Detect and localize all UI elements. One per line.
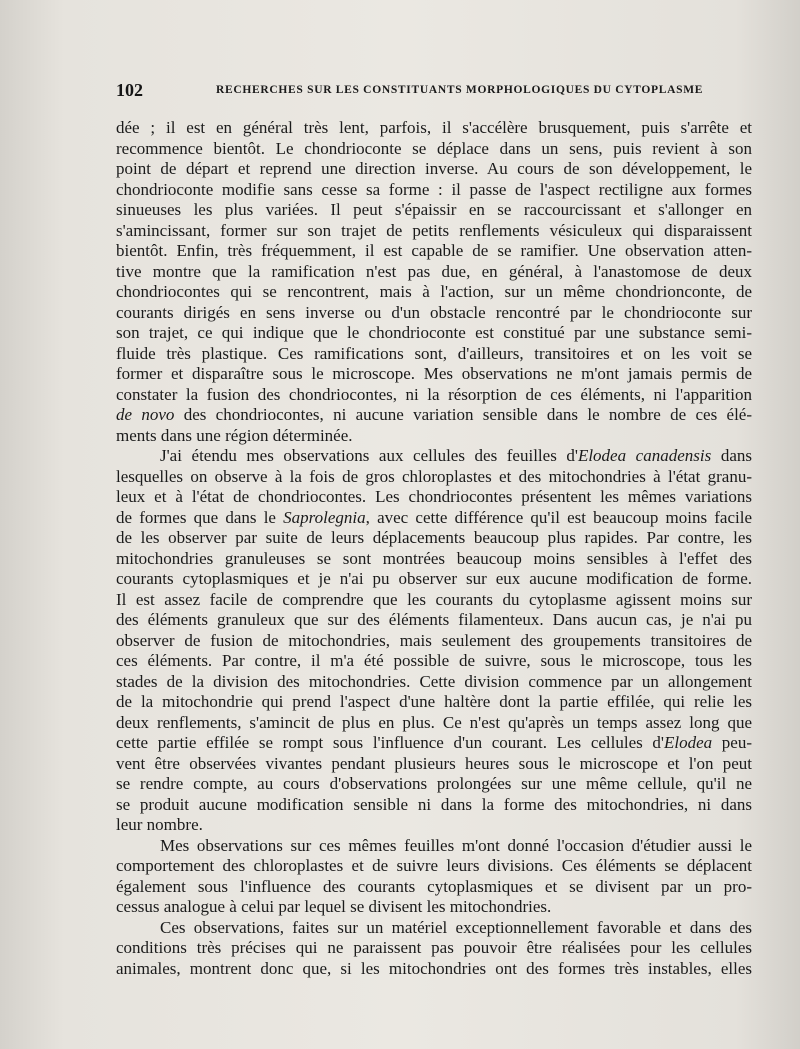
paragraph (116, 836, 752, 918)
italic-term: Saprolegnia (283, 507, 366, 527)
text-line: se rendre compte, au cours d'observations prolongées sur une même cellule, qu'il ne (116, 774, 752, 793)
text-line: leux et à l'état de chondriocontes. Les chondriocontes présentent les mêmes variations (116, 487, 752, 506)
text-line: cette partie effilée se rompt sous l'influence d'un courant. Les cellules d'Elodea peu- (116, 733, 752, 752)
paragraph (116, 918, 752, 980)
text-line: Il est assez facile de comprendre que les courants du cytoplasme agissent moins sur (116, 589, 752, 609)
text-line: également sous l'influence des courants cytoplasmiques et se divisent par un pro- (116, 876, 752, 896)
text-line: leur nombre. (116, 815, 203, 834)
text-line: fluide très plastique. Ces ramifications sont, d'ailleurs, transitoires et on les voit se (116, 343, 752, 363)
text-line: bientôt. Enfin, très fréquemment, il est capable de se ramifier. Une observation atten- (116, 241, 752, 260)
text-line: chondrioconte modifie sans cesse sa forme : il passe de l'aspect rectiligne aux formes (116, 179, 752, 199)
paragraph (116, 118, 752, 446)
text-line: des éléments granuleux que sur des éléments filamenteux. Dans aucun cas, je n'ai pu (116, 610, 752, 629)
text-line: sinueuses les plus variées. Il peut s'épaissir en se raccourcissant et s'allonger en (116, 200, 752, 219)
text-line: comportement des chloroplastes et de suivre leurs divisions. Ces éléments se déplacent (116, 856, 752, 875)
italic-term: de novo (116, 405, 175, 424)
italic-term: Elodea canadensis (577, 446, 712, 465)
text-line: courants dirigés en sens inverse ou d'un obstacle rencontré par le chondrioconte sur (116, 302, 752, 322)
text-line: vent être observées vivantes pendant plusieurs heures sous le microscope et l'on peut (116, 753, 752, 773)
text-line: de la mitochondrie qui prend l'aspect d'une haltère dont la partie effilée, qui relie les (116, 692, 752, 711)
text-line: son trajet, ce qui indique que le chondrioconte est constitué par une substance semi- (116, 323, 752, 342)
text-line: recommence bientôt. Le chondrioconte se déplace dans un sens, puis revient à son (116, 138, 752, 158)
text-line: cessus analogue à celui par lequel se divisent les mitochondries. (116, 897, 552, 916)
text-line: dée ; il est en général très lent, parfois, il s'accélère brusquement, puis s'arrête et (116, 118, 752, 137)
body-text (116, 118, 752, 979)
page-number: 102 (116, 80, 143, 100)
italic-term: Elodea (663, 733, 713, 752)
text-line: stades de la division des mitochondries. Cette division commence par un allongement (116, 671, 752, 691)
text-line: chondriocontes qui se rencontrent, mais à l'action, sur un même chondrionconte, de (116, 282, 752, 301)
text-line: courants cytoplasmiques et je n'ai pu observer sur eux aucune modification de forme. (116, 569, 752, 588)
text-line: constater la fusion des chondriocontes, ni la résorption de ces éléments, ni l'apparition (116, 384, 752, 404)
text-line: conditions très précises qui ne paraissent pas pouvoir être réalisées pour les cellules (116, 938, 752, 957)
text-line: se produit aucune modification sensible ni dans la forme des mitochondries, ni dans (116, 794, 752, 814)
text-line: point de départ et reprend une direction inverse. Au cours de son développement, le (116, 159, 752, 178)
paragraph (116, 446, 752, 836)
text-line: Mes observations sur ces mêmes feuilles m'ont donné l'occasion d'étudier aussi le (160, 835, 752, 855)
text-line: tive montre que la ramification n'est pas due, en général, à l'anastomose de deux (116, 261, 752, 281)
text-line: ments dans une région déterminée. (116, 425, 353, 445)
text-line: observer de fusion de mitochondries, mais seulement des groupements transitoires de (116, 630, 752, 650)
text-line: lesquelles on observe à la fois de gros chloroplastes et des mitochondries à l'état granu- (116, 466, 752, 486)
text-line: ces éléments. Par contre, il m'a été possible de suivre, sous le microscope, tous les (116, 651, 752, 670)
text-line: former et disparaître sous le microscope. Mes observations ne m'ont jamais permis de (116, 364, 752, 383)
text-line: deux renflements, s'amincit de plus en plus. Ce n'est qu'après un temps assez long que (116, 712, 752, 732)
text-line: de novo des chondriocontes, ni aucune variation sensible dans le nombre de ces élé- (116, 405, 753, 424)
text-line: s'amincissant, former sur son trajet de petits renflements vésiculeux qui disparaissent (116, 220, 752, 240)
text-line: de les observer par suite de leurs déplacements beaucoup plus rapides. Par contre, les (116, 528, 752, 547)
text-line: mitochondries granuleuses se sont montrées beaucoup moins sensibles à l'effet des (116, 548, 752, 568)
text-line: Ces observations, faites sur un matériel exceptionnellement favorable et dans des (160, 917, 752, 937)
text-line: de formes que dans le Saprolegnia, avec cette différence qu'il est beaucoup moins facile (116, 507, 752, 527)
page-header (116, 80, 752, 104)
text-line: J'ai étendu mes observations aux cellules des feuilles d'Elodea canadensis dans (160, 446, 752, 465)
running-title: RECHERCHES SUR LES CONSTITUANTS MORPHOLOGIQUES DU CYTOPLASME (216, 84, 704, 96)
text-line: animales, montrent donc que, si les mitochondries ont des formes très instables, elles (116, 958, 752, 978)
